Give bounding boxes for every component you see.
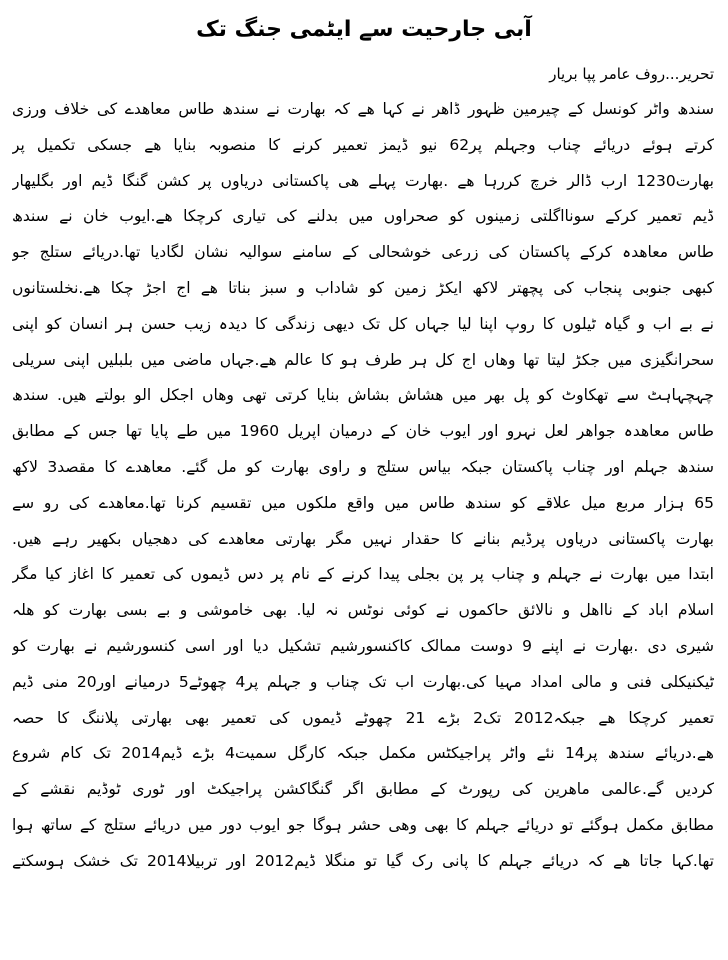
body-line: طاس معاھدہ کرکے پاکستان کی زرعی خوشحالی کے سامنے سوالیہ نشان لگادیا تھا.دریائے ستلج جو <box>12 243 714 262</box>
body-line: کبھی جنوبی پنجاب کی پچھتر لاکھ ایکڑ زمین کو شاداب و سبز بناتا ھے اج اجڑ چکا ھے.نخلستانوں <box>12 278 714 297</box>
article-title: آبی جارحیت سے ایٹمی جنگ تک <box>196 17 532 42</box>
body-line: سندھ واٹر کونسل کے چیرمین ظہور ڈاھر نے کہا ھے کہ بھارت نے سندھ طاس معاھدے کی خلاف ورزی <box>12 100 714 118</box>
body-line: اسلام اباد کے نااھل و نالائق حاکموں نے کوئی نوٹس نہ لیا. بھی خاموشی و بے بسی بھارت کو ھلہ <box>12 601 714 620</box>
body-line: ابتدا میں بھارت نے جہلم و چناب پر پن بجلی پیدا کرنے کے نام پر دس ڈیموں کی تعمیر کا اغاز کیا مگر <box>12 565 714 584</box>
body-line: مطابق مکمل ہوگئے تو دریائے جہلم کا بھی وھی حشر ہوگا جو ایوب دور میں دریائے ستلج کے ساتھ ہوا <box>12 815 714 834</box>
article-byline: تحریر...روف عامر پپا بریار <box>549 65 714 83</box>
body-line: سندھ جہلم اور چناب پاکستان جبکہ بیاس ستلج و راوی بھارت کو مل گئے. معاھدے کا مقصد3 لاکھ <box>12 457 714 476</box>
body-line: ڈیم تعمیر کرکے سونااگلتی زمینوں کو صحراوں میں بدلنے کی تیاری کرچکا ھے.ایوب خان نے سندھ <box>12 207 714 226</box>
body-line: تھا.کہا جاتا ھے کہ دریائے جہلم کا پانی رک گیا تو منگلا ڈیم2012 اور تربیلا2014 تک خشک ہوسکتے <box>12 851 714 870</box>
body-line: شیری دی .بھارت نے اپنے 9 دوست ممالک کاکنسورشیم تشکیل دیا اور اسی کنسورشیم نے بھارت کو <box>12 636 714 655</box>
body-line: تعمیر کرچکا ھے جبکہ2012 تک2 بڑے 21 چھوٹے ڈیموں کی تعمیر بھی بھارتی پلاننگ کا حصہ <box>12 708 714 727</box>
body-line: کردیں گے.عالمی ماھرین کی رپورٹ کے مطابق اگر گنگاکشن پراجیکٹ اور ٹوری ٹوڈیم نقشے کے <box>12 780 714 799</box>
body-line: کرتے ہوئے دریائے چناب وجہلم پر62 نیو ڈیمز تعمیر کرنے کا منصوبہ بنایا ھے جسکی تکمیل پر <box>12 135 714 154</box>
body-line: ھے.دریائے سندھ پر14 نئے واٹر پراجیکٹس مکمل جبکہ کارگل سمیت4 بڑے ڈیم2014 تک کام شروع <box>12 744 714 763</box>
body-line: بھارت پاکستانی دریاوں پرڈیم بنانے کا حقدار نہیں مگر بھارتی معاھدے کی دھجیاں بکھیر رہے ھیں. <box>12 529 714 548</box>
body-line: نے بے اب و گیاہ ٹیلوں کا روپ اپنا لیا جہاں کل تک دیھی زندگی کا دیدہ زیب حسن ہر انسان کو اپنی <box>12 314 714 333</box>
body-line: 65 ہزار مربع میل علاقے کو سندھ طاس میں واقع ملکوں میں تقسیم کرنا تھا.معاھدے کی رو سے <box>12 493 714 512</box>
body-line: بھارت1230 ارب ڈالر خرچ کررہا ھے .بھارت پہلے ھی پاکستانی دریاوں پر کشن گنگا ڈیم اور بگلیھار <box>12 171 714 190</box>
body-line: چہچہاہٹ سے تھکاوٹ کو پل بھر میں ھشاش بشاش بنایا کرتی تھی وھاں اجکل الو بولتے ھیں. سندھ <box>12 386 714 405</box>
body-line: طاس معاھدہ جواھر لعل نہرو اور ایوب خان کے درمیان اپریل 1960 میں طے پایا تھا جس کے مطابق <box>12 422 714 441</box>
body-line: سحرانگیزی میں جکڑ لیتا تھا وھاں اج کل ہر طرف ہو کا عالم ھے.جہاں ماضی میں بلبلیں اپنی سریلی <box>12 350 714 369</box>
body-line: ٹیکنیکلی فنی و مالی امداد مہیا کی.بھارت اب تک چناب و جہلم پر4 چھوٹے5 درمیانے اور20 منی ڈیم <box>12 672 714 691</box>
article-body <box>12 92 714 880</box>
